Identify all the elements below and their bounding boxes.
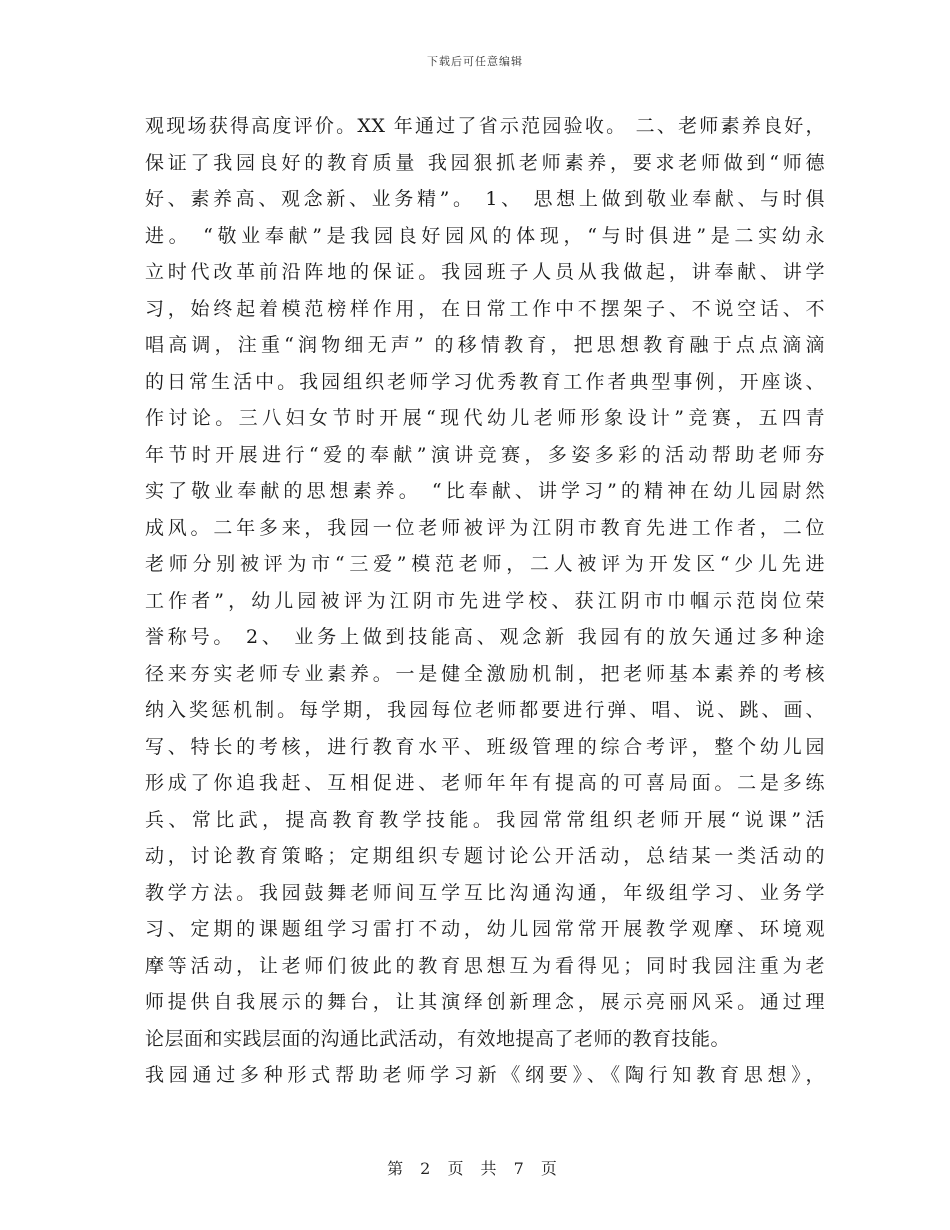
text-line: 成风。二年多来，我园一位老师被评为江阴市教育先进工作者，二位 bbox=[145, 516, 825, 539]
text-line: 实了敬业奉献的思想素养。 “比奉献、讲学习”的精神在幼儿园尉然 bbox=[145, 480, 825, 502]
text-line: 师提供自我展示的舞台，让其演绎创新理念，展示亮丽风采。通过理 bbox=[145, 991, 825, 1013]
text-line: 动，讨论教育策略；定期组织专题讨论公开活动，总结某一类活动的 bbox=[145, 845, 825, 867]
text-line: 唱高调，注重“润物细无声” 的移情教育，把思想教育融于点点滴滴 bbox=[145, 334, 825, 356]
text-line: 形成了你追我赶、互相促进、老师年年有提高的可喜局面。二是多练 bbox=[145, 772, 825, 794]
text-line: 写、特长的考核，进行教育水平、班级管理的综合考评，整个幼儿园 bbox=[145, 735, 825, 758]
document-body bbox=[145, 108, 825, 1094]
text-line: 誉称号。 2、 业务上做到技能高、观念新 我园有的放矢通过多种途 bbox=[145, 626, 825, 648]
text-line: 老师分别被评为市“三爱”模范老师，二人被评为开发区“少儿先进 bbox=[145, 553, 825, 575]
text-line: 立时代改革前沿阵地的保证。我园班子人员从我做起，讲奉献、讲学 bbox=[145, 261, 825, 283]
text-line: 观现场获得高度评价。XX 年通过了省示范园验收。 二、老师素养良好， bbox=[145, 115, 825, 137]
text-line: 好、素养高、观念新、业务精”。 1、 思想上做到敬业奉献、与时俱 bbox=[145, 188, 825, 210]
text-line: 教学方法。我园鼓舞老师间互学互比沟通沟通，年级组学习、业务学 bbox=[145, 881, 825, 904]
text-line: 纳入奖惩机制。每学期，我园每位老师都要进行弹、唱、说、跳、画、 bbox=[145, 699, 825, 721]
text-line: 作讨论。三八妇女节时开展“现代幼儿老师形象设计”竞赛，五四青 bbox=[145, 407, 825, 429]
text-line: 习、定期的课题组学习雷打不动，幼儿园常常开展教学观摩、环境观 bbox=[145, 918, 825, 940]
text-line: 工作者”，幼儿园被评为江阴市先进学校、获江阴市巾帼示范岗位荣 bbox=[145, 589, 825, 612]
text-line: 兵、常比武，提高教育教学技能。我园常常组织老师开展“说课”活 bbox=[145, 808, 825, 831]
text-line: 的日常生活中。我园组织老师学习优秀教育工作者典型事例，开座谈、 bbox=[145, 370, 825, 393]
page-number: 第 2 页 共 7 页 bbox=[387, 1159, 563, 1178]
text-line: 我园通过多种形式帮助老师学习新《纲要》、《陶行知教育思想》， bbox=[145, 1064, 825, 1086]
text-line: 年节时开展进行“爱的奉献”演讲竞赛，多姿多彩的活动帮助老师夯 bbox=[145, 443, 825, 466]
text-line: 径来夯实老师专业素养。一是健全激励机制，把老师基本素养的考核 bbox=[145, 662, 825, 685]
text-line: 习，始终起着模范榜样作用，在日常工作中不摆架子、不说空话、不 bbox=[145, 297, 825, 320]
text-line: 进。 “敬业奉献”是我园良好园风的体现，“与时俱进”是二实幼永 bbox=[145, 224, 825, 247]
text-line: 摩等活动，让老师们彼此的教育思想互为看得见；同时我园注重为老 bbox=[145, 954, 825, 977]
header-note: 下载后可任意编辑 bbox=[427, 55, 523, 68]
text-line: 保证了我园良好的教育质量 我园狠抓老师素养，要求老师做到“师德 bbox=[145, 151, 825, 174]
text-line: 论层面和实践层面的沟通比武活动，有效地提高了老师的教育技能。 bbox=[145, 1027, 731, 1050]
